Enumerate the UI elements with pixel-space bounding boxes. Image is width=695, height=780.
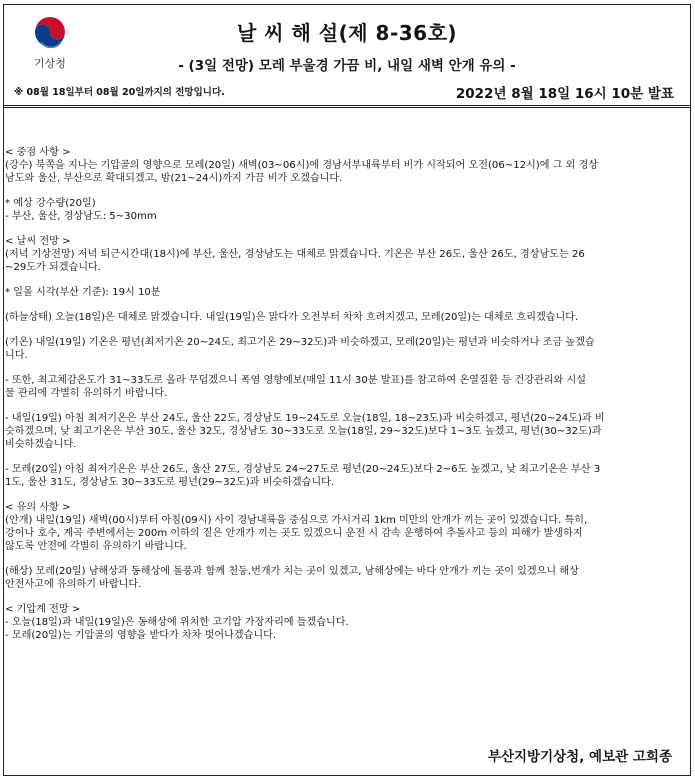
forecast-period-note: ※ 08월 18일부터 08월 20일까지의 전망입니다. — [14, 87, 225, 98]
paragraph-expected-rainfall: * 예상 강수량(20일) - 부산, 울산, 경상남도: 5~30mm — [5, 198, 157, 222]
paragraph-tomorrow-temps: - 내일(19일) 아침 최저기온은 부산 24도, 울산 22도, 경상남도 19~24도로 오늘(18일, 18~23도)과 비슷하겠고, 평년(20~24도)과 비 슷하겠으며, 낮 최고기온은 부산 30도, 울산 32도, 경상남도 30~33도로 오늘(18일, 29~32도)보다 1~3도 높겠고, 평년(30~32도)과 비슷하겠습니다. — [5, 413, 605, 450]
paragraph-temperature: (기온) 내일(19일) 기온은 평년(최저기온 20~24도, 최고기온 29~32도)과 비슷하겠고, 모레(20일)는 평년과 비슷하거나 조금 높겠습 니다. — [5, 337, 595, 361]
bulletin-header — [4, 5, 690, 107]
bulletin-page — [3, 4, 691, 776]
issue-datetime: 2022년 8월 18일 16시 10분 발표 — [455, 86, 674, 102]
forecaster-signature: 부산지방기상청, 예보관 고희종 — [487, 749, 672, 765]
paragraph-weather-outlook: < 날씨 전망 > (저녁 기상전망) 저녁 퇴근시간대(18시)에 부산, 울산, 경상남도는 대체로 맑겠습니다. 기온은 부산 26도, 울산 26도, 경상남도는 26 ~29도가 되겠습니다. — [5, 236, 585, 273]
paragraph-sunset: * 일몰 시각(부산 기준): 19시 10분 — [5, 287, 161, 298]
header-divider — [4, 105, 690, 106]
header-divider-lower — [4, 107, 690, 108]
paragraph-key-points: < 중점 사항 > (강수) 북쪽을 지나는 기압골의 영향으로 모레(20일) 새벽(03~06시)에 경남서부내륙부터 비가 시작되어 오전(06~12시)에 그 외 경상 남도와 울산, 부산으로 확대되겠고, 밤(21~24시)까지 가끔 비가 오겠습니다. — [5, 147, 599, 184]
logo-text: 기상청 — [34, 57, 66, 70]
paragraph-pressure-outlook: < 기압계 전망 > - 오늘(18일)과 내일(19일)은 동해상에 위치한 고기압 가장자리에 들겠습니다. - 모레(20일)는 기압골의 영향을 받다가 차차 벗어나겠습니다. — [5, 604, 349, 641]
page-title: 날 씨 해 설(제 8-36호) — [236, 21, 458, 45]
paragraph-heat-warning: - 또한, 최고체감온도가 31~33도로 올라 무덥겠으니 폭염 영향예보(매일 11시 30분 발표)를 참고하여 온열질환 등 건강관리와 시설 물 관리에 각별히 유의하기 바랍니다. — [5, 375, 586, 399]
paragraph-dayafter-temps: - 모레(20일) 아침 최저기온은 부산 26도, 울산 27도, 경상남도 24~27도로 평년(20~24도)보다 2~6도 높겠고, 낮 최고기온은 부산 3 1도, 울산 31도, 경상남도 30~33도로 평년(29~32도)과 비슷하겠습니다. — [5, 464, 601, 488]
page-subtitle: - (3일 전망) 모레 부울경 가끔 비, 내일 새벽 안개 유의 - — [178, 58, 516, 74]
paragraph-marine: (해상) 모레(20일) 남해상과 동해상에 돌풍과 함께 천둥.번개가 치는 곳이 있겠고, 남해상에는 바다 안개가 끼는 곳이 있겠으니 해상 안전사고에 유의하기 바랍니다. — [5, 566, 579, 590]
bulletin-body — [5, 146, 687, 654]
paragraph-sky: (하늘상태) 오늘(18일)은 대체로 맑겠습니다. 내일(19일)은 맑다가 오전부터 차차 흐려지겠고, 모레(20일)는 대체로 흐리겠습니다. — [5, 312, 579, 323]
paragraph-fog-caution: < 유의 사항 > (안개) 내일(19일) 새벽(00시)부터 아침(09시) 사이 경남내륙을 중심으로 가시거리 1km 미만의 안개가 끼는 곳이 있겠습니다. 특히, 강이나 호수, 계곡 주변에서는 200m 이하의 짙은 안개가 끼는 곳도 있겠으니 운전 시 감속 운행하여 추돌사고 등의 피해가 발생하지 않도록 안전에 각별히 유의하기 바랍니다. — [5, 502, 588, 552]
